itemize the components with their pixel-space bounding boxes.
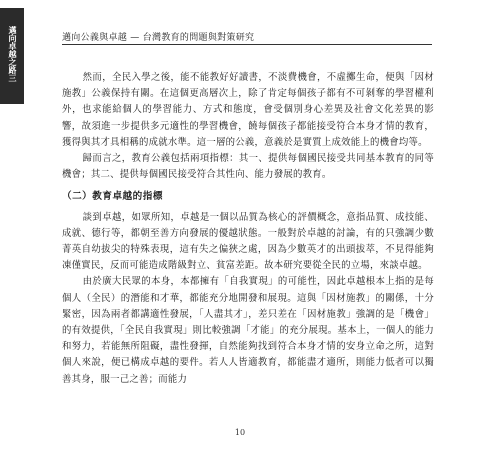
running-header: 邁向公義與卓越 — 台灣教育的問題與對策研究 xyxy=(62,33,255,43)
header-divider xyxy=(62,44,432,45)
chapter-side-tab xyxy=(0,8,24,104)
paragraph: 談到卓越，如眾所知，卓越是一個以品質為核心的評價概念，意指品質、成技能、成就、德行等，都朝至善方向發展的優越狀態。一般對於卓越的討論，有的只強調少數菁英自幼拔尖的特殊表現，這有失之偏狹之處，因為少數英才的出頭拔萃，不見得能夠凍僅實民，反而可能造成階級對立、貧富差距。故本研究要從全民的立場，來談卓越。 xyxy=(62,211,434,272)
paragraph: 然而，全民入學之後，能不能教好好讀書，不淡費機會，不虛擲生命，便與「因材施教」公義保持有關。在這個更高層次上，除了肯定每個孩子都有不可剝奪的學習權利外，也求能給個人的學習能力、方式和態度，會受個別身心差異及社會文化差異的影響，故須進一步提供多元適性的學習機會，饒每個孩子都能接受符合本身才情的教育，獲得與其才具相稱的成就水準。這一層的公義，意義於是實質上成效能上的機會均等。 xyxy=(62,72,434,148)
page-body xyxy=(62,70,434,388)
paragraph: 由於廣大民眾的本身，本都擁有「自我實現」的可能性，因此卓越根本上指的是每個人（全民）的潛能和才華，都能充分地開發和展現。這與「因材施教」的關係，十分緊密，因為兩者都講適性發展，「人盡其才」，差只差在「因材施教」強調的是「機會」的有效提供，「全民自我實現」則比較強調「才能」的充分展現。基本上，一個人的能力和努力，若能無所阻礙，盡性發揮，自然能夠找到符合本身才情的安身立命之所，這對個人來說，便已構成卓越的要件。若人人皆適教育，都能盡才適所，則能力低者可以獨善其身，服一己之善；而能力 xyxy=(62,276,434,385)
page-number: 10 xyxy=(234,428,246,437)
paragraph: 歸而言之，教育公義包括兩項指標：其一、提供每個國民接受共同基本教育的同等機會；其二、提供每個國民接受符合其性向、能力發展的教育。 xyxy=(62,153,434,181)
side-tab-label: 邁向卓越之路三 xyxy=(8,26,17,82)
section-heading: （二）教育卓越的指標 xyxy=(62,191,163,203)
